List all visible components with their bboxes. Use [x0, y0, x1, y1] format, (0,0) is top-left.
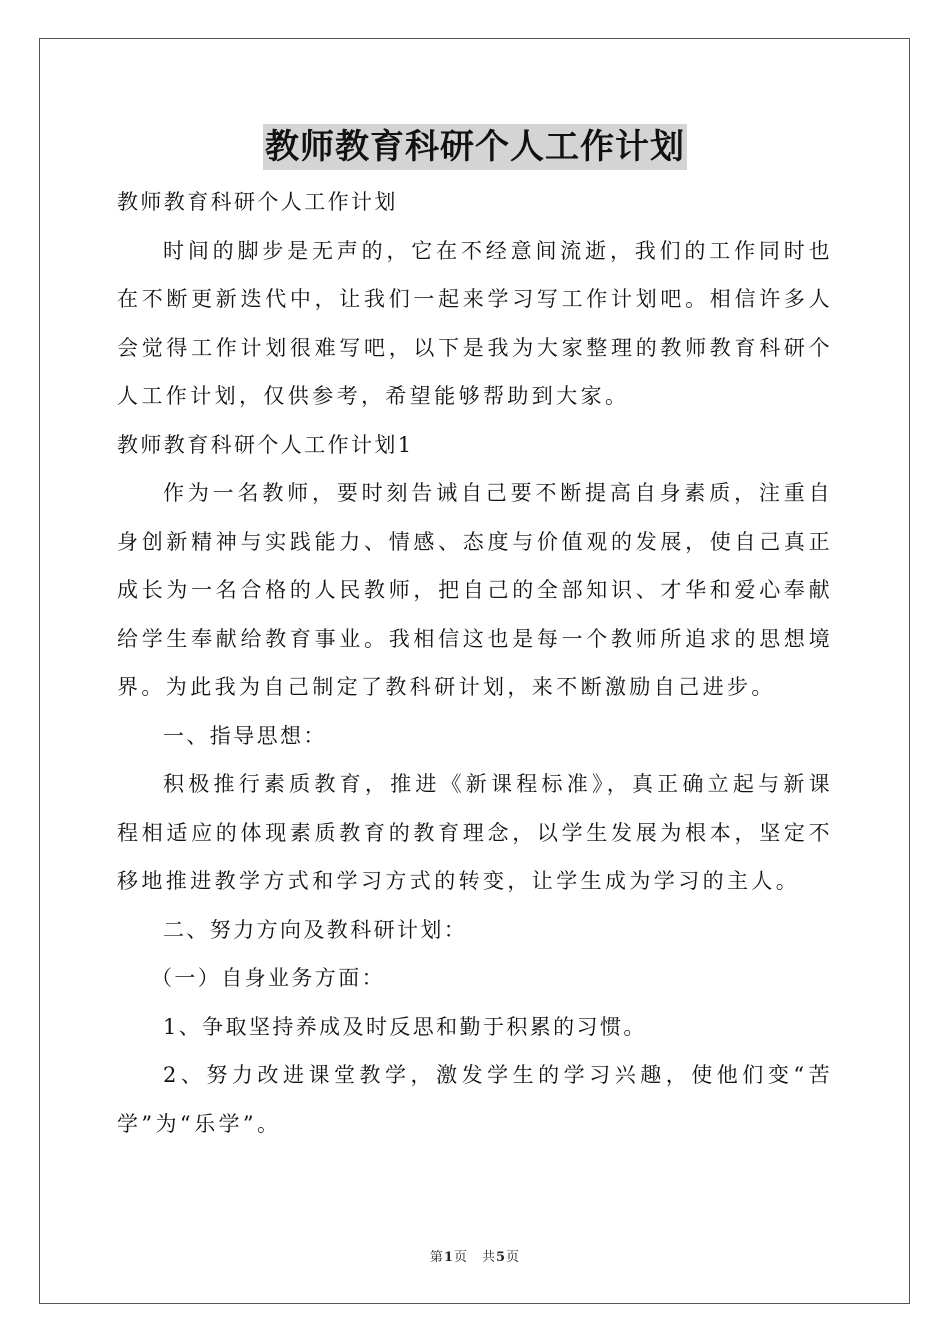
document-body	[117, 178, 833, 1148]
heading-direction: 二、努力方向及教科研计划：	[163, 917, 468, 942]
footer-suffix: 页	[506, 1250, 521, 1265]
list-item-1: 1、争取坚持养成及时反思和勤于积累的习惯。	[163, 1014, 647, 1039]
title-container	[0, 124, 950, 170]
subtitle: 教师教育科研个人工作计划	[117, 190, 398, 214]
list-item-2: 2、努力改进课堂教学，激发学生的学习兴趣，使他们变“苦学”为“乐学”。	[117, 1063, 833, 1136]
intro-paragraph: 时间的脚步是无声的，它在不经意间流逝，我们的工作同时也在不断更新迭代中，让我们一起来学习写工作计划吧。相信许多人会觉得工作计划很难写吧，以下是我为大家整理的教师教育科研个人工作计划，仅供参考，希望能够帮助到大家。	[117, 238, 833, 408]
sub-heading: （一）自身业务方面：	[151, 966, 385, 990]
footer-mid: 页 共	[453, 1250, 496, 1265]
heading-guiding-ideas: 一、指导思想：	[163, 723, 327, 748]
current-page-number: 1	[443, 1250, 454, 1265]
body-paragraph-1: 作为一名教师，要时刻告诫自己要不断提高自身素质，注重自身创新精神与实践能力、情感、态度与价值观的发展，使自己真正成长为一名合格的人民教师，把自己的全部知识、才华和爱心奉献给学生奉献给教育事业。我相信这也是每一个教师所追求的思想境界。为此我为自己制定了教科研计划，来不断激励自己进步。	[117, 481, 833, 699]
document-title: 教师教育科研个人工作计划	[263, 124, 687, 170]
total-pages-number: 5	[496, 1250, 507, 1265]
body-paragraph-2: 积极推行素质教育，推进《新课程标准》，真正确立起与新课程相适应的体现素质教育的教育理念，以学生发展为根本，坚定不移地推进教学方式和学习方式的转变，让学生成为学习的主人。	[117, 772, 833, 893]
footer-prefix: 第	[429, 1250, 444, 1265]
section-title: 教师教育科研个人工作计划1	[117, 432, 414, 457]
page-footer	[0, 1246, 950, 1265]
